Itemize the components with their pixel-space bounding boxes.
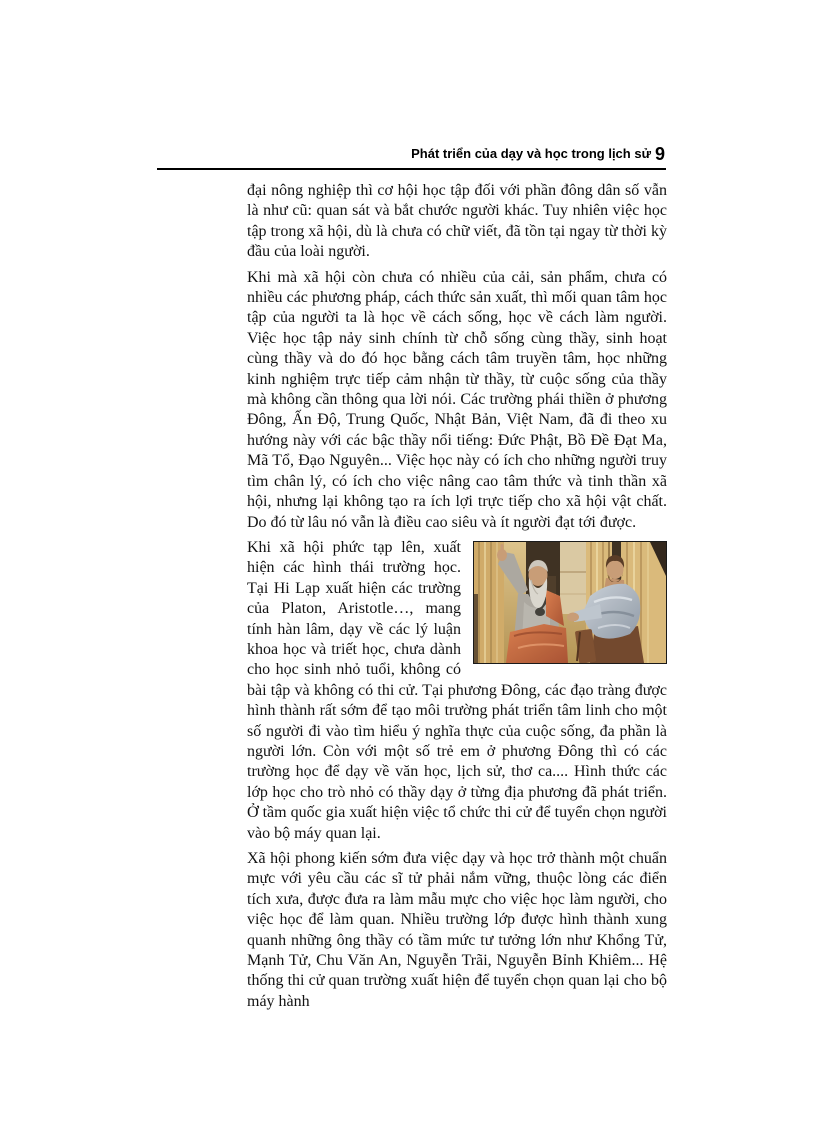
running-header [157,144,666,165]
page-header [157,144,666,170]
school-of-athens-illustration [474,542,666,663]
paragraph-with-figure [247,538,667,844]
page-number: 9 [654,144,665,164]
header-rule [157,168,666,170]
paragraph: Xã hội phong kiến sớm đưa việc dạy và học trở thành một chuẩn mực với yêu cầu các sĩ tử phải nắm vững, thuộc lòng các điển tích xưa, được đưa ra làm mẫu mực cho việc học làm người, cho việc học để làm quan. Nhiều trường lớp được hình thành xung quanh những ông thầy có tầm mức tư tưởng lớn như Khổng Tử, Mạnh Tử, Chu Văn An, Nguyễn Trãi, Nguyễn Bỉnh Khiêm... Hệ thống thi cử quan trường xuất hiện để tuyển chọn quan lại cho bộ máy hành [247,850,667,1010]
paragraph: Khi mà xã hội còn chưa có nhiều của cải, sản phẩm, chưa có nhiều các phương pháp, cách thức sản xuất, thì mối quan tâm học tập của người ta là học về cách sống, học về cách làm người. Việc học tập nảy sinh chính từ chỗ sống cùng thầy, sinh hoạt cùng thầy và do đó học bằng cách tâm truyền tâm, học những kinh nghiệm trực tiếp cảm nhận từ thầy, từ cuộc sống của thầy mà không cần thông qua lời nói. Các trường phái thiền ở phương Đông, Ấn Độ, Trung Quốc, Nhật Bản, Việt Nam, đã đi theo xu hướng này với các bậc thầy nổi tiếng: Đức Phật, Bồ Đề Đạt Ma, Mã Tổ, Đạo Nguyên... Việc học này có ích cho những người truy tìm chân lý, có ích cho việc nâng cao tâm thức và tinh thần xã hội, nhưng lại không tạo ra ích lợi trực tiếp cho xã hội vật chất. Do đó từ lâu nó vẫn là điều cao siêu và ít người đạt tới được. [247,268,667,531]
paragraph-text: Khi xã hội phức tạp lên, xuất hiện các hình thái trường học. Tại Hi Lạp xuất hiện các trường của Platon, Aristotle…, mang tính hàn lâm, dạy về các lý luận khoa học và triết học, chưa dành cho học sinh nhỏ tuổi, không có bài tập và không có thi cử. Tại phương Đông, các đạo tràng được hình thành rất sớm để tạo môi trường phát triển tâm linh cho một số người đi vào tìm hiểu ý nghĩa thực của cuộc sống, đa phần là người lớn. Còn với một số trẻ em ở phương Đông thì có các trường học để dạy về văn học, lịch sử, thơ ca.... Hình thức các lớp học cho trò nhỏ có thầy dạy ở từng địa phương đã phát triển. Ở tầm quốc gia xuất hiện việc tổ chức thi cử để tuyển chọn người vào bộ máy quan lại. [247,538,667,842]
running-title: Phát triển của dạy và học trong lịch sử [411,146,651,161]
paragraph: đại nông nghiệp thì cơ hội học tập đối với phần đông dân số vẫn là như cũ: quan sát và bắt chước người khác. Tuy nhiên việc học tập trong xã hội, dù là chưa có chữ viết, đã tồn tại ngay từ thời kỳ đầu của loài người. [247,182,667,261]
school-of-athens-figure [473,541,667,664]
body-text-column [247,181,667,1017]
